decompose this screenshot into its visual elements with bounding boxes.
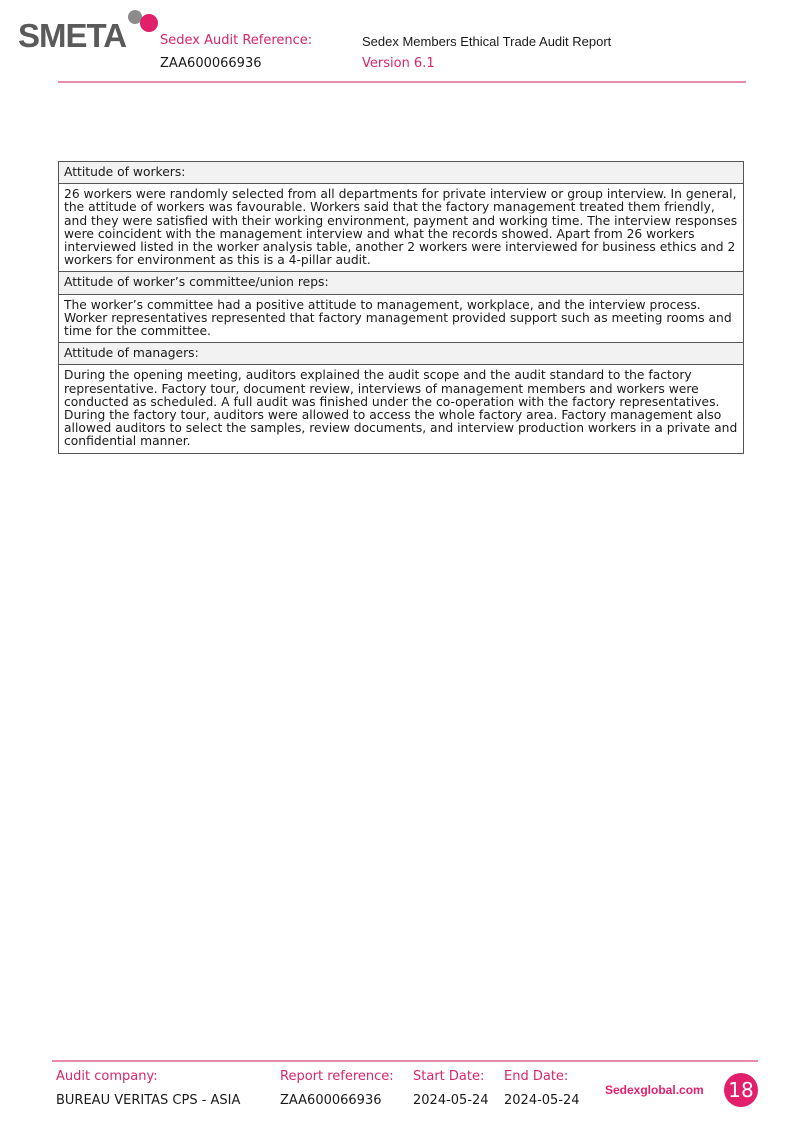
report-reference-value: ZAA600066936 — [280, 1093, 382, 1108]
workers-attitude-text: 26 workers were randomly selected from all departments for private interview or group interview. In general, the attitude of workers was favourable. Workers said that the factory management treated them friendly, and they were satisfied with their working environment, payment and working time. The interview responses were coincident with the management interview and what the records showed. Apart from 26 workers interviewed listed in the worker analysis table, another 2 workers were interviewed for business ethics and 2 workers for environment as this is a 4-pillar audit. — [59, 183, 743, 271]
footer-divider — [52, 1060, 758, 1062]
end-date-label: End Date: — [504, 1069, 569, 1084]
end-date-value: 2024-05-24 — [504, 1093, 580, 1108]
page-number-badge: 18 — [724, 1073, 758, 1107]
report-reference-label: Report reference: — [280, 1069, 394, 1084]
start-date-value: 2024-05-24 — [413, 1093, 489, 1108]
committee-attitude-heading: Attitude of worker’s committee/union reps: — [59, 271, 743, 293]
header-divider — [58, 81, 746, 83]
committee-attitude-text: The worker’s committee had a positive attitude to management, workplace, and the interview process. Worker representatives represented that factory management provided support such as meeting rooms and time for the committee. — [59, 294, 743, 343]
managers-attitude-text: During the opening meeting, auditors explained the audit scope and the audit standard to the factory representative. Factory tour, document review, interviews of management members and workers were conducted as scheduled. A full audit was finished under the co-operation with the factory representatives. During the factory tour, auditors were allowed to access the whole factory area. Factory management also allowed auditors to select the samples, review documents, and interview production workers in a private and confidential manner. — [59, 364, 743, 452]
workers-attitude-heading: Attitude of workers: — [59, 162, 743, 183]
smeta-logo — [18, 10, 156, 56]
report-title: Sedex Members Ethical Trade Audit Report — [362, 34, 612, 49]
logo-pink-dot-icon — [140, 14, 158, 32]
logo-wordmark: SMETA — [18, 17, 127, 54]
audit-reference-value: ZAA600066936 — [160, 56, 262, 71]
start-date-label: Start Date: — [413, 1069, 485, 1084]
audit-company-value: BUREAU VERITAS CPS - ASIA — [56, 1093, 241, 1108]
audit-company-label: Audit company: — [56, 1069, 158, 1084]
sedex-website-link[interactable]: Sedexglobal.com — [605, 1083, 704, 1097]
report-version: Version 6.1 — [362, 56, 435, 71]
audit-reference-label: Sedex Audit Reference: — [160, 33, 313, 48]
attitude-table — [58, 161, 744, 454]
managers-attitude-heading: Attitude of managers: — [59, 342, 743, 364]
